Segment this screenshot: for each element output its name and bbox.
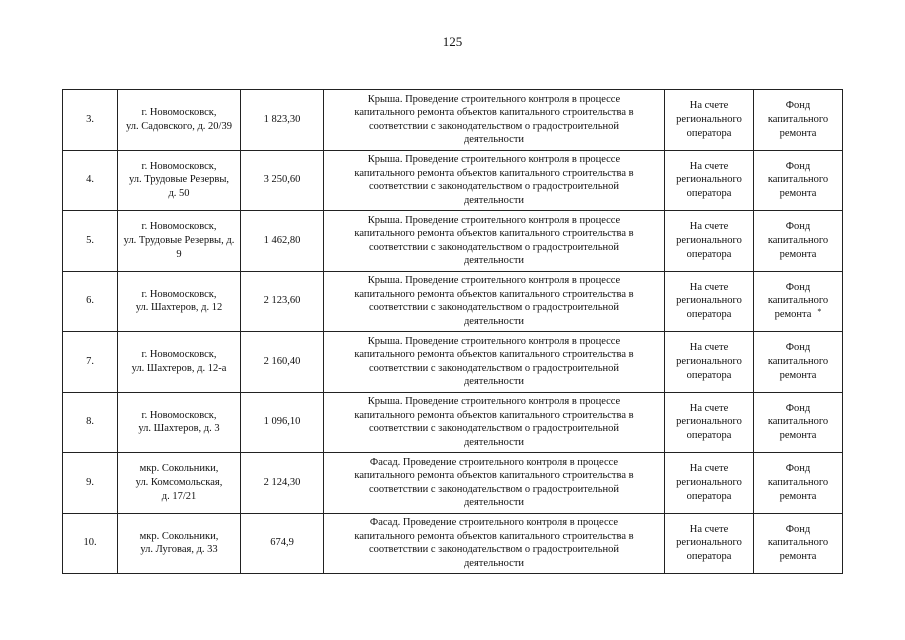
account-cell bbox=[665, 90, 754, 151]
table-row bbox=[63, 392, 843, 453]
address-line: г. Новомосковск, bbox=[141, 409, 217, 421]
account-cell bbox=[665, 332, 754, 393]
fund-cell bbox=[754, 90, 843, 151]
account-line: оператора bbox=[686, 188, 732, 200]
work-description-line: деятельности bbox=[463, 436, 525, 448]
address-cell bbox=[118, 90, 241, 151]
account-line: На счете bbox=[689, 463, 729, 475]
address-line: мкр. Сокольники, bbox=[139, 463, 219, 475]
account-cell bbox=[665, 271, 754, 332]
work-description-cell bbox=[324, 513, 665, 574]
table-row bbox=[63, 513, 843, 574]
fund-line: капитального bbox=[767, 234, 829, 246]
work-description-line: деятельности bbox=[463, 134, 525, 146]
fund-line: ремонта bbox=[779, 127, 817, 139]
fund-line: капитального bbox=[767, 113, 829, 125]
fund-line: капитального bbox=[767, 416, 829, 428]
work-description-line: капитального ремонта объектов капитального строительства в bbox=[354, 167, 634, 179]
fund-line: ремонта bbox=[779, 369, 817, 381]
account-line: регионального bbox=[676, 355, 742, 367]
account-line: На счете bbox=[689, 402, 729, 414]
work-description-line: капитального ремонта объектов капитального строительства в bbox=[354, 288, 634, 300]
account-line: оператора bbox=[686, 248, 732, 260]
area-cell: 2 124,30 bbox=[241, 453, 324, 514]
account-cell bbox=[665, 392, 754, 453]
table-row bbox=[63, 271, 843, 332]
work-description-line: деятельности bbox=[463, 255, 525, 267]
work-description-line: Крыша. Проведение строительного контроля в процессе bbox=[367, 154, 621, 166]
page-number: 125 bbox=[442, 34, 463, 49]
work-description-line: деятельности bbox=[463, 557, 525, 569]
address-line: мкр. Сокольники, bbox=[139, 530, 219, 542]
account-line: регионального bbox=[676, 295, 742, 307]
account-line: оператора bbox=[686, 127, 732, 139]
account-line: На счете bbox=[689, 221, 729, 233]
fund-mark: * bbox=[817, 307, 822, 317]
account-cell bbox=[665, 453, 754, 514]
area-cell: 1 462,80 bbox=[241, 211, 324, 272]
fund-cell bbox=[754, 271, 843, 332]
address-line: д. 17/21 bbox=[161, 490, 197, 502]
row-number: 7. bbox=[63, 332, 118, 393]
address-cell bbox=[118, 453, 241, 514]
work-description-cell bbox=[324, 392, 665, 453]
row-number: 10. bbox=[63, 513, 118, 574]
address-line: ул. Садовского, д. 20/39 bbox=[126, 120, 232, 132]
fund-line: Фонд bbox=[785, 100, 811, 112]
area-cell: 2 123,60 bbox=[241, 271, 324, 332]
address-cell bbox=[118, 513, 241, 574]
address-line: ул. Шахтеров, д. 12-а bbox=[131, 362, 227, 374]
fund-line: ремонта bbox=[779, 188, 817, 200]
address-line: ул. Комсомольская, bbox=[135, 476, 223, 488]
account-line: регионального bbox=[676, 537, 742, 549]
work-description-line: Крыша. Проведение строительного контроля в процессе bbox=[367, 93, 621, 105]
account-line: На счете bbox=[689, 100, 729, 112]
account-line: оператора bbox=[686, 430, 732, 442]
fund-line: ремонта bbox=[779, 551, 817, 563]
fund-line: Фонд bbox=[785, 160, 811, 172]
fund-line: Фонд bbox=[785, 402, 811, 414]
work-description-cell bbox=[324, 211, 665, 272]
address-line: д. 50 bbox=[168, 188, 190, 200]
fund-cell bbox=[754, 453, 843, 514]
account-line: оператора bbox=[686, 551, 732, 563]
work-description-line: соответствии с законодательством о градостроительной bbox=[368, 181, 620, 193]
works-table bbox=[62, 89, 843, 574]
address-line: ул. Трудовые Резервы, д. 9 bbox=[123, 234, 235, 260]
work-description-line: соответствии с законодательством о градостроительной bbox=[368, 302, 620, 314]
address-cell bbox=[118, 392, 241, 453]
work-description-line: капитального ремонта объектов капитального строительства в bbox=[354, 409, 634, 421]
fund-line: ремонта bbox=[779, 248, 817, 260]
work-description-line: соответствии с законодательством о градостроительной bbox=[368, 423, 620, 435]
row-number: 3. bbox=[63, 90, 118, 151]
address-line: ул. Шахтеров, д. 12 bbox=[135, 302, 223, 314]
table-row bbox=[63, 90, 843, 151]
work-description-cell bbox=[324, 453, 665, 514]
account-line: На счете bbox=[689, 523, 729, 535]
fund-line: капитального bbox=[767, 355, 829, 367]
address-line: г. Новомосковск, bbox=[141, 221, 217, 233]
address-cell bbox=[118, 271, 241, 332]
fund-cell bbox=[754, 392, 843, 453]
work-description-line: капитального ремонта объектов капитального строительства в bbox=[354, 530, 634, 542]
work-description-line: соответствии с законодательством о градостроительной bbox=[368, 544, 620, 556]
account-line: На счете bbox=[689, 342, 729, 354]
work-description-cell bbox=[324, 90, 665, 151]
address-line: г. Новомосковск, bbox=[141, 160, 217, 172]
work-description-line: соответствии с законодательством о градостроительной bbox=[368, 362, 620, 374]
table-row bbox=[63, 332, 843, 393]
work-description-line: деятельности bbox=[463, 194, 525, 206]
work-description-line: Крыша. Проведение строительного контроля в процессе bbox=[367, 396, 621, 408]
fund-line: капитального bbox=[767, 476, 829, 488]
fund-cell bbox=[754, 211, 843, 272]
fund-cell bbox=[754, 513, 843, 574]
address-cell bbox=[118, 150, 241, 211]
fund-line: ремонта bbox=[779, 490, 817, 502]
account-line: регионального bbox=[676, 234, 742, 246]
work-description-cell bbox=[324, 150, 665, 211]
work-description-line: соответствии с законодательством о градостроительной bbox=[368, 483, 620, 495]
row-number: 4. bbox=[63, 150, 118, 211]
fund-line: ремонта bbox=[779, 430, 817, 442]
work-description-line: деятельности bbox=[463, 497, 525, 509]
table-row bbox=[63, 150, 843, 211]
area-cell: 674,9 bbox=[241, 513, 324, 574]
work-description-cell bbox=[324, 271, 665, 332]
account-line: регионального bbox=[676, 416, 742, 428]
fund-line: капитального bbox=[767, 537, 829, 549]
work-description-line: Крыша. Проведение строительного контроля в процессе bbox=[367, 275, 621, 287]
work-description-line: Крыша. Проведение строительного контроля в процессе bbox=[367, 214, 621, 226]
address-line: ул. Трудовые Резервы, bbox=[128, 174, 230, 186]
fund-line: Фонд bbox=[785, 221, 811, 233]
address-line: ул. Луговая, д. 33 bbox=[140, 544, 218, 556]
fund-line: капитального bbox=[767, 174, 829, 186]
account-line: оператора bbox=[686, 309, 732, 321]
account-line: На счете bbox=[689, 281, 729, 293]
address-line: г. Новомосковск, bbox=[141, 349, 217, 361]
account-line: регионального bbox=[676, 476, 742, 488]
fund-line: ремонта bbox=[774, 309, 812, 321]
table-row bbox=[63, 453, 843, 514]
area-cell: 1 096,10 bbox=[241, 392, 324, 453]
fund-line: Фонд bbox=[785, 463, 811, 475]
address-cell bbox=[118, 211, 241, 272]
fund-line: капитального bbox=[767, 295, 829, 307]
row-number: 5. bbox=[63, 211, 118, 272]
fund-line: Фонд bbox=[785, 523, 811, 535]
work-description-line: капитального ремонта объектов капитального строительства в bbox=[354, 107, 634, 119]
row-number: 6. bbox=[63, 271, 118, 332]
address-line: ул. Шахтеров, д. 3 bbox=[138, 423, 220, 435]
work-description-line: деятельности bbox=[463, 315, 525, 327]
work-description-cell bbox=[324, 332, 665, 393]
area-cell: 3 250,60 bbox=[241, 150, 324, 211]
work-description-line: капитального ремонта объектов капитального строительства в bbox=[354, 470, 634, 482]
area-cell: 2 160,40 bbox=[241, 332, 324, 393]
account-line: На счете bbox=[689, 160, 729, 172]
work-description-line: Фасад. Проведение строительного контроля в процессе bbox=[369, 517, 619, 529]
account-line: регионального bbox=[676, 113, 742, 125]
fund-cell bbox=[754, 332, 843, 393]
row-number: 9. bbox=[63, 453, 118, 514]
area-cell: 1 823,30 bbox=[241, 90, 324, 151]
account-line: оператора bbox=[686, 369, 732, 381]
account-line: оператора bbox=[686, 490, 732, 502]
work-description-line: деятельности bbox=[463, 376, 525, 388]
work-description-line: Фасад. Проведение строительного контроля в процессе bbox=[369, 456, 619, 468]
work-description-line: капитального ремонта объектов капитального строительства в bbox=[354, 228, 634, 240]
account-cell bbox=[665, 150, 754, 211]
address-line: г. Новомосковск, bbox=[141, 288, 217, 300]
row-number: 8. bbox=[63, 392, 118, 453]
account-line: регионального bbox=[676, 174, 742, 186]
fund-line: Фонд bbox=[785, 281, 811, 293]
work-description-line: Крыша. Проведение строительного контроля в процессе bbox=[367, 335, 621, 347]
work-description-line: соответствии с законодательством о градостроительной bbox=[368, 120, 620, 132]
address-cell bbox=[118, 332, 241, 393]
work-description-line: капитального ремонта объектов капитального строительства в bbox=[354, 349, 634, 361]
table-body bbox=[63, 90, 843, 574]
fund-line: Фонд bbox=[785, 342, 811, 354]
account-cell bbox=[665, 211, 754, 272]
work-description-line: соответствии с законодательством о градостроительной bbox=[368, 241, 620, 253]
address-line: г. Новомосковск, bbox=[141, 107, 217, 119]
fund-cell bbox=[754, 150, 843, 211]
table-row bbox=[63, 211, 843, 272]
account-cell bbox=[665, 513, 754, 574]
